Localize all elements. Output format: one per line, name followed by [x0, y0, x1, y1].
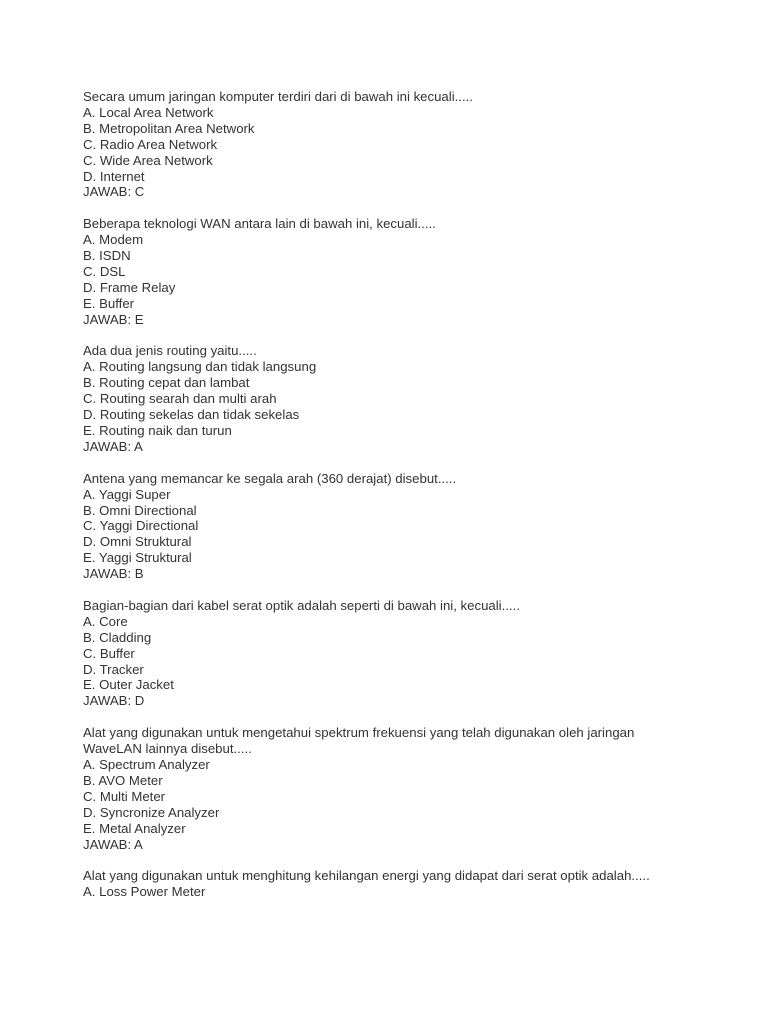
- option-c: C. Multi Meter: [83, 788, 166, 804]
- option-e: E. Metal Analyzer: [83, 820, 186, 836]
- question-stem: Bagian-bagian dari kabel serat optik adalah seperti di bawah ini, kecuali.....: [83, 597, 520, 613]
- option-b: B. Cladding: [83, 629, 152, 645]
- option-b: B. AVO Meter: [83, 772, 163, 788]
- option-c: C. Routing searah dan multi arah: [83, 391, 277, 407]
- option-b: B. ISDN: [83, 248, 131, 264]
- option-d: D. Frame Relay: [83, 279, 176, 295]
- option-e: E. Routing naik dan turun: [83, 423, 232, 438]
- answer-key: JAWAB: A: [83, 438, 143, 454]
- option-b: B. Routing cepat dan lambat: [83, 375, 250, 391]
- option-c: C. Radio Area Network: [83, 136, 218, 152]
- option-b: B. Omni Directional: [83, 502, 197, 518]
- option-b: B. Metropolitan Area Network: [83, 120, 255, 136]
- answer-key: JAWAB: B: [83, 566, 144, 582]
- question-stem-continued: WaveLAN lainnya disebut.....: [83, 741, 252, 757]
- document-page: [83, 89, 723, 916]
- option-a: A. Loss Power Meter: [83, 884, 206, 900]
- answer-key: JAWAB: A: [83, 836, 143, 852]
- option-a: A. Core: [83, 613, 128, 629]
- option-e: E. Buffer: [83, 295, 135, 311]
- question-7: [83, 868, 723, 900]
- answer-key: JAWAB: C: [83, 184, 145, 200]
- option-e: E. Outer Jacket: [83, 677, 174, 693]
- option-a: A. Yaggi Super: [83, 486, 171, 502]
- question-5: [83, 598, 723, 709]
- question-6: [83, 725, 723, 852]
- question-stem: Alat yang digunakan untuk mengetahui spektrum frekuensi yang telah digunakan oleh jaringan: [83, 725, 635, 741]
- option-a: A. Modem: [83, 232, 144, 248]
- question-2: [83, 216, 723, 327]
- option-d: D. Syncronize Analyzer: [83, 804, 220, 820]
- question-stem: Secara umum jaringan komputer terdiri dari di bawah ini kecuali.....: [83, 89, 473, 104]
- answer-key: JAWAB: E: [83, 311, 144, 327]
- answer-key: JAWAB: D: [83, 693, 145, 709]
- question-stem: Ada dua jenis routing yaitu.....: [83, 343, 257, 359]
- option-d: D. Tracker: [83, 661, 144, 677]
- option-a: A. Spectrum Analyzer: [83, 756, 210, 772]
- option-d: D. Routing sekelas dan tidak sekelas: [83, 407, 300, 423]
- option-c2: C. Wide Area Network: [83, 152, 213, 168]
- question-4: [83, 471, 723, 582]
- option-c: C. Buffer: [83, 645, 135, 661]
- option-d: D. Internet: [83, 168, 145, 184]
- question-stem: Antena yang memancar ke segala arah (360 derajat) disebut.....: [83, 470, 457, 486]
- option-a: A. Local Area Network: [83, 104, 214, 120]
- question-stem: Beberapa teknologi WAN antara lain di bawah ini, kecuali.....: [83, 216, 436, 232]
- option-a: A. Routing langsung dan tidak langsung: [83, 359, 317, 375]
- option-c: C. Yaggi Directional: [83, 518, 199, 534]
- question-1: [83, 89, 723, 200]
- option-d: D. Omni Struktural: [83, 534, 192, 550]
- option-c: C. DSL: [83, 263, 126, 279]
- option-e: E. Yaggi Struktural: [83, 550, 192, 566]
- question-3: [83, 343, 723, 454]
- question-stem: Alat yang digunakan untuk menghitung kehilangan energi yang didapat dari serat optik adalah.....: [83, 868, 650, 884]
